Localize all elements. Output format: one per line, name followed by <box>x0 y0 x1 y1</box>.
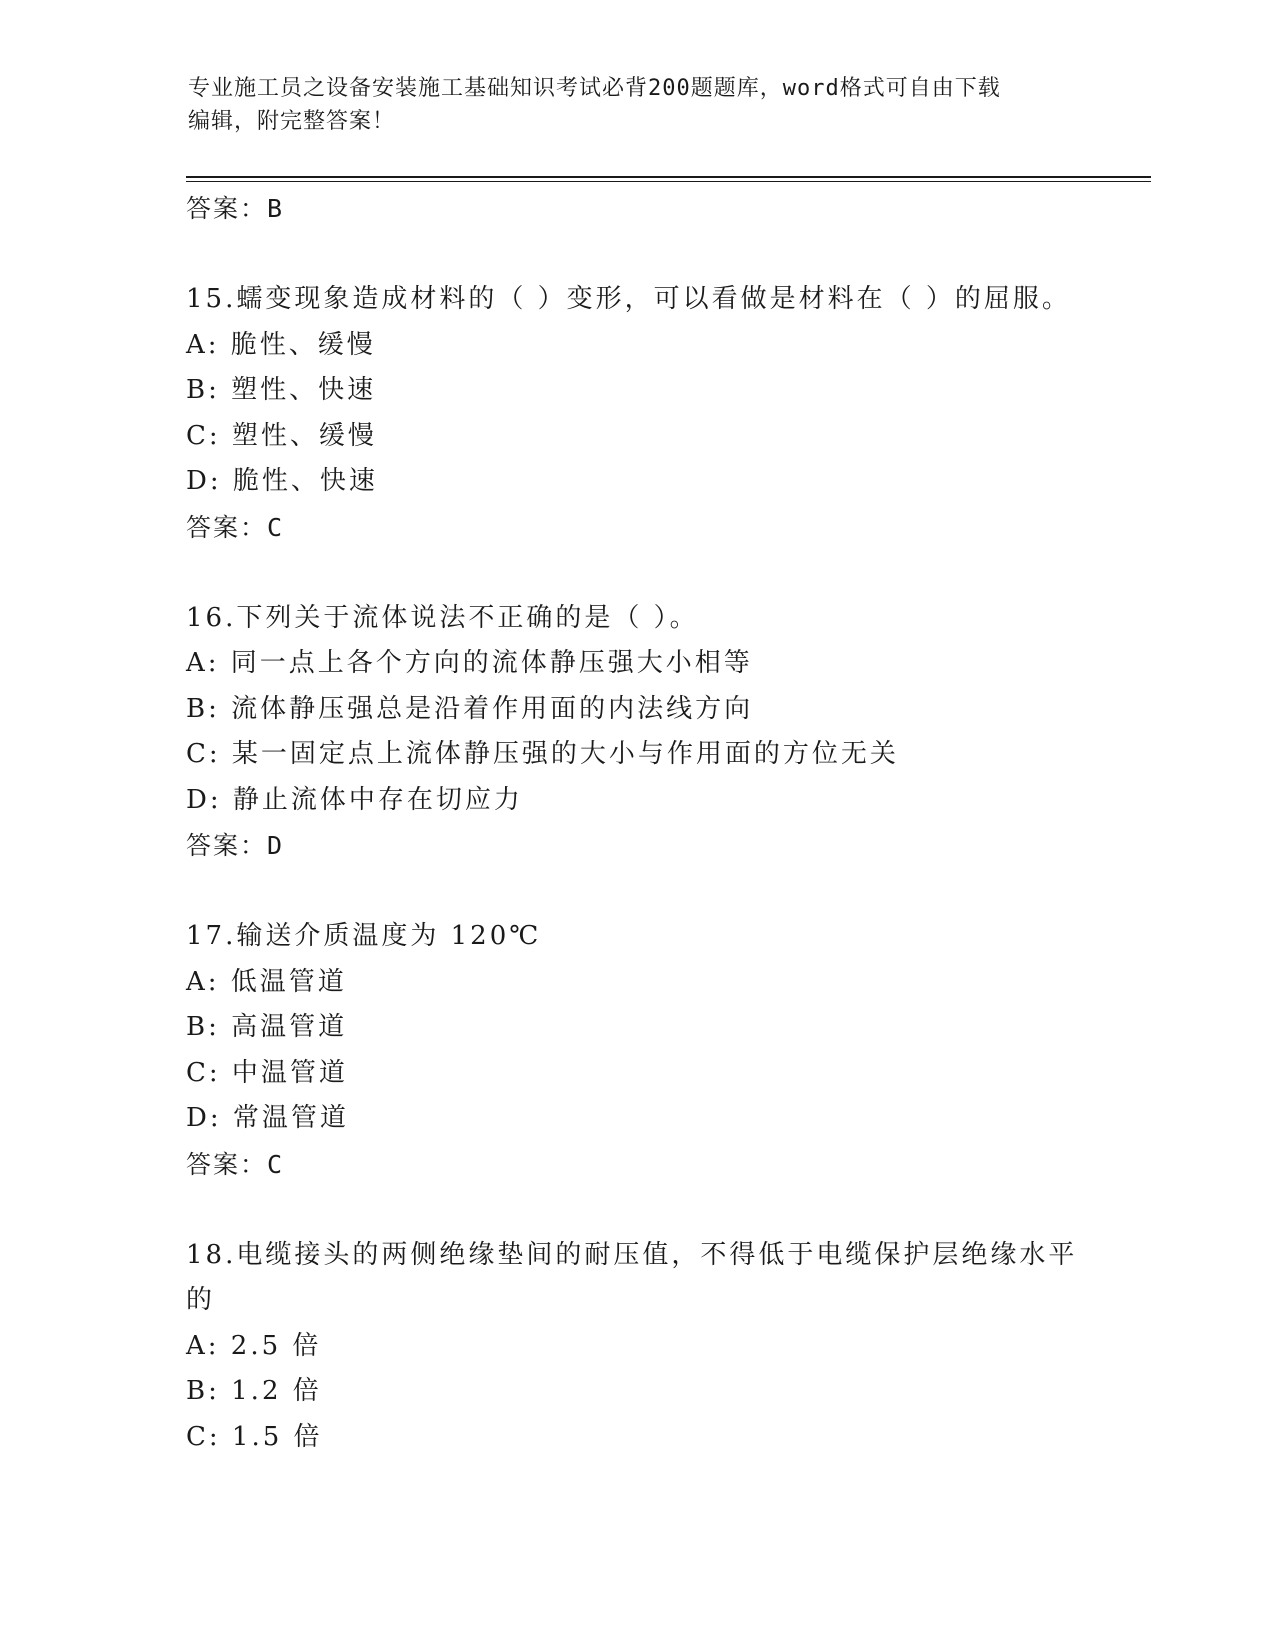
answer-line: 答案：C <box>186 1149 285 1179</box>
document-header <box>188 72 1088 138</box>
spacer <box>186 550 1186 596</box>
option-a: A: 2.5 倍 <box>186 1330 322 1361</box>
option-d: D: 常温管道 <box>186 1103 349 1133</box>
header-title-line-1: 专业施工员之设备安装施工基础知识考试必背200题题库，word格式可自由下载 <box>188 76 1001 101</box>
answer-line: 答案：D <box>186 831 285 860</box>
spacer <box>186 232 1186 278</box>
option-b: B: 塑性、快速 <box>186 375 377 405</box>
option-a: A: 低温管道 <box>186 966 347 997</box>
question-block <box>186 596 1186 869</box>
spacer <box>186 1187 1186 1233</box>
question-block <box>186 277 1186 550</box>
answer-line: 答案：B <box>186 194 285 223</box>
option-a: A: 脆性、缓慢 <box>186 329 376 360</box>
option-d: D: 脆性、快速 <box>186 466 378 496</box>
option-a: A: 同一点上各个方向的流体静压强大小相等 <box>186 648 753 678</box>
question-block <box>186 1233 1186 1461</box>
option-b: B: 流体静压强总是沿着作用面的内法线方向 <box>186 693 754 724</box>
option-c: C: 塑性、缓慢 <box>186 420 377 451</box>
option-c: C: 某一固定点上流体静压强的大小与作用面的方位无关 <box>186 739 899 769</box>
answer-line: 答案：C <box>186 512 285 542</box>
option-b: B: 高温管道 <box>186 1012 348 1042</box>
question-stem: 16.下列关于流体说法不正确的是（ ）。 <box>186 602 699 633</box>
option-b: B: 1.2 倍 <box>186 1376 322 1406</box>
question-stem: 15.蠕变现象造成材料的（ ）变形，可以看做是材料在（ ）的屈服。 <box>186 284 1071 314</box>
question-list <box>186 186 1186 1460</box>
question-block <box>186 914 1186 1187</box>
option-c: C: 中温管道 <box>186 1057 348 1088</box>
spacer <box>186 869 1186 915</box>
question-stem: 18.电缆接头的两侧绝缘垫间的耐压值，不得低于电缆保护层绝缘水平 <box>186 1239 1078 1270</box>
option-c: C: 1.5 倍 <box>186 1421 323 1452</box>
header-divider <box>186 176 1151 182</box>
question-stem-continued: 的 <box>186 1285 216 1315</box>
option-d: D: 静止流体中存在切应力 <box>186 784 523 815</box>
header-title-line-2: 编辑，附完整答案！ <box>188 109 396 134</box>
question-stem: 17.输送介质温度为 120℃ <box>186 921 542 951</box>
